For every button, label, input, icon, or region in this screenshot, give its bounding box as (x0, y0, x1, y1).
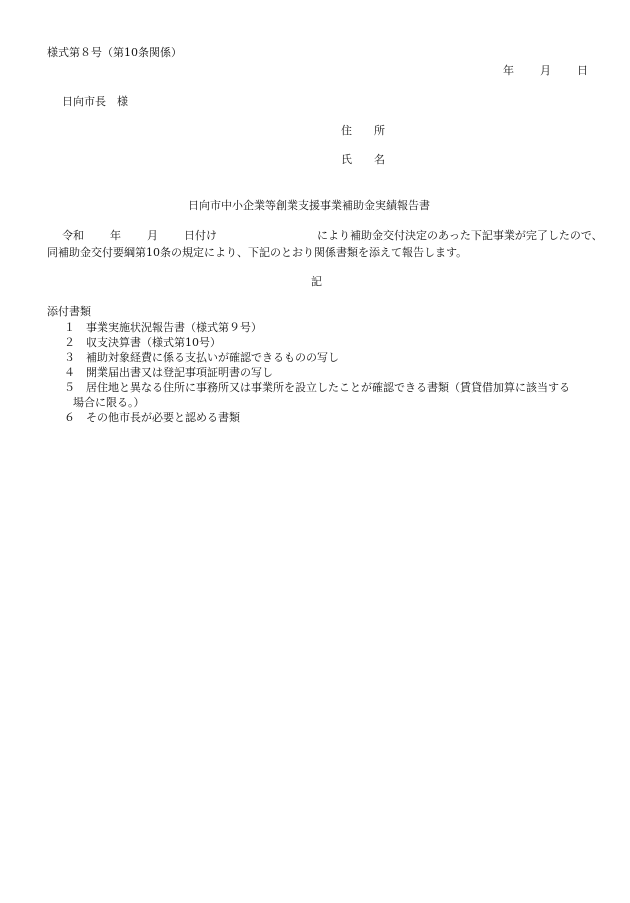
attachment-number: ６ (64, 411, 75, 424)
attachment-number: ２ (64, 336, 75, 349)
attachment-text: 開業届出書又は登記事項証明書の写し (86, 366, 273, 379)
date-year-label: 年 (503, 64, 514, 77)
name-label: 氏 名 (341, 153, 385, 166)
attachment-number: １ (64, 321, 75, 334)
body-year-label: 年 (110, 229, 121, 242)
attachment-item (64, 382, 570, 393)
attachment-number: ４ (64, 366, 75, 379)
form-number: 様式第８号（第10条関係） (47, 46, 182, 59)
attachment-text: 居住地と異なる住所に事務所又は事業所を設立したことが確認できる書類（賃貸借加算に該当する (86, 381, 570, 394)
attachment-text: 補助対象経費に係る支払いが確認できるものの写し (86, 351, 339, 364)
attachment-text: 事業実施状況報告書（様式第９号） (86, 321, 262, 334)
attachment-item (64, 367, 273, 378)
attachment-text: その他市長が必要と認める書類 (86, 411, 240, 424)
ki-heading: 記 (311, 275, 322, 288)
body-month-label: 月 (147, 229, 158, 242)
attachment-item (64, 322, 262, 333)
attachment-item (64, 337, 221, 348)
body-line1-rest: により補助金交付決定のあった下記事業が完了したので、 (317, 229, 603, 242)
document-title: 日向市中小企業等創業支援事業補助金実績報告書 (188, 199, 430, 212)
attachment-item (64, 412, 240, 423)
attachment-number: ５ (64, 381, 75, 394)
attachment-item (64, 352, 339, 363)
date-day-label: 日 (577, 64, 588, 77)
date-month-label: 月 (540, 64, 551, 77)
date-line (503, 65, 588, 76)
address-label: 住 所 (341, 124, 385, 137)
attachments-heading: 添付書類 (47, 305, 91, 318)
attachment-number: ３ (64, 351, 75, 364)
body-text-line2: 同補助金交付要綱第10条の規定により、下記のとおり関係書類を添えて報告します。 (47, 246, 468, 259)
attachment-text: 収支決算書（様式第10号） (86, 336, 221, 349)
era-label: 令和 (62, 229, 84, 242)
body-date-suffix: 日付け (184, 229, 217, 242)
body-text-line1 (62, 230, 603, 241)
attachment-item-continuation: 場合に限る。） (73, 396, 145, 409)
addressee: 日向市長 様 (62, 95, 128, 108)
